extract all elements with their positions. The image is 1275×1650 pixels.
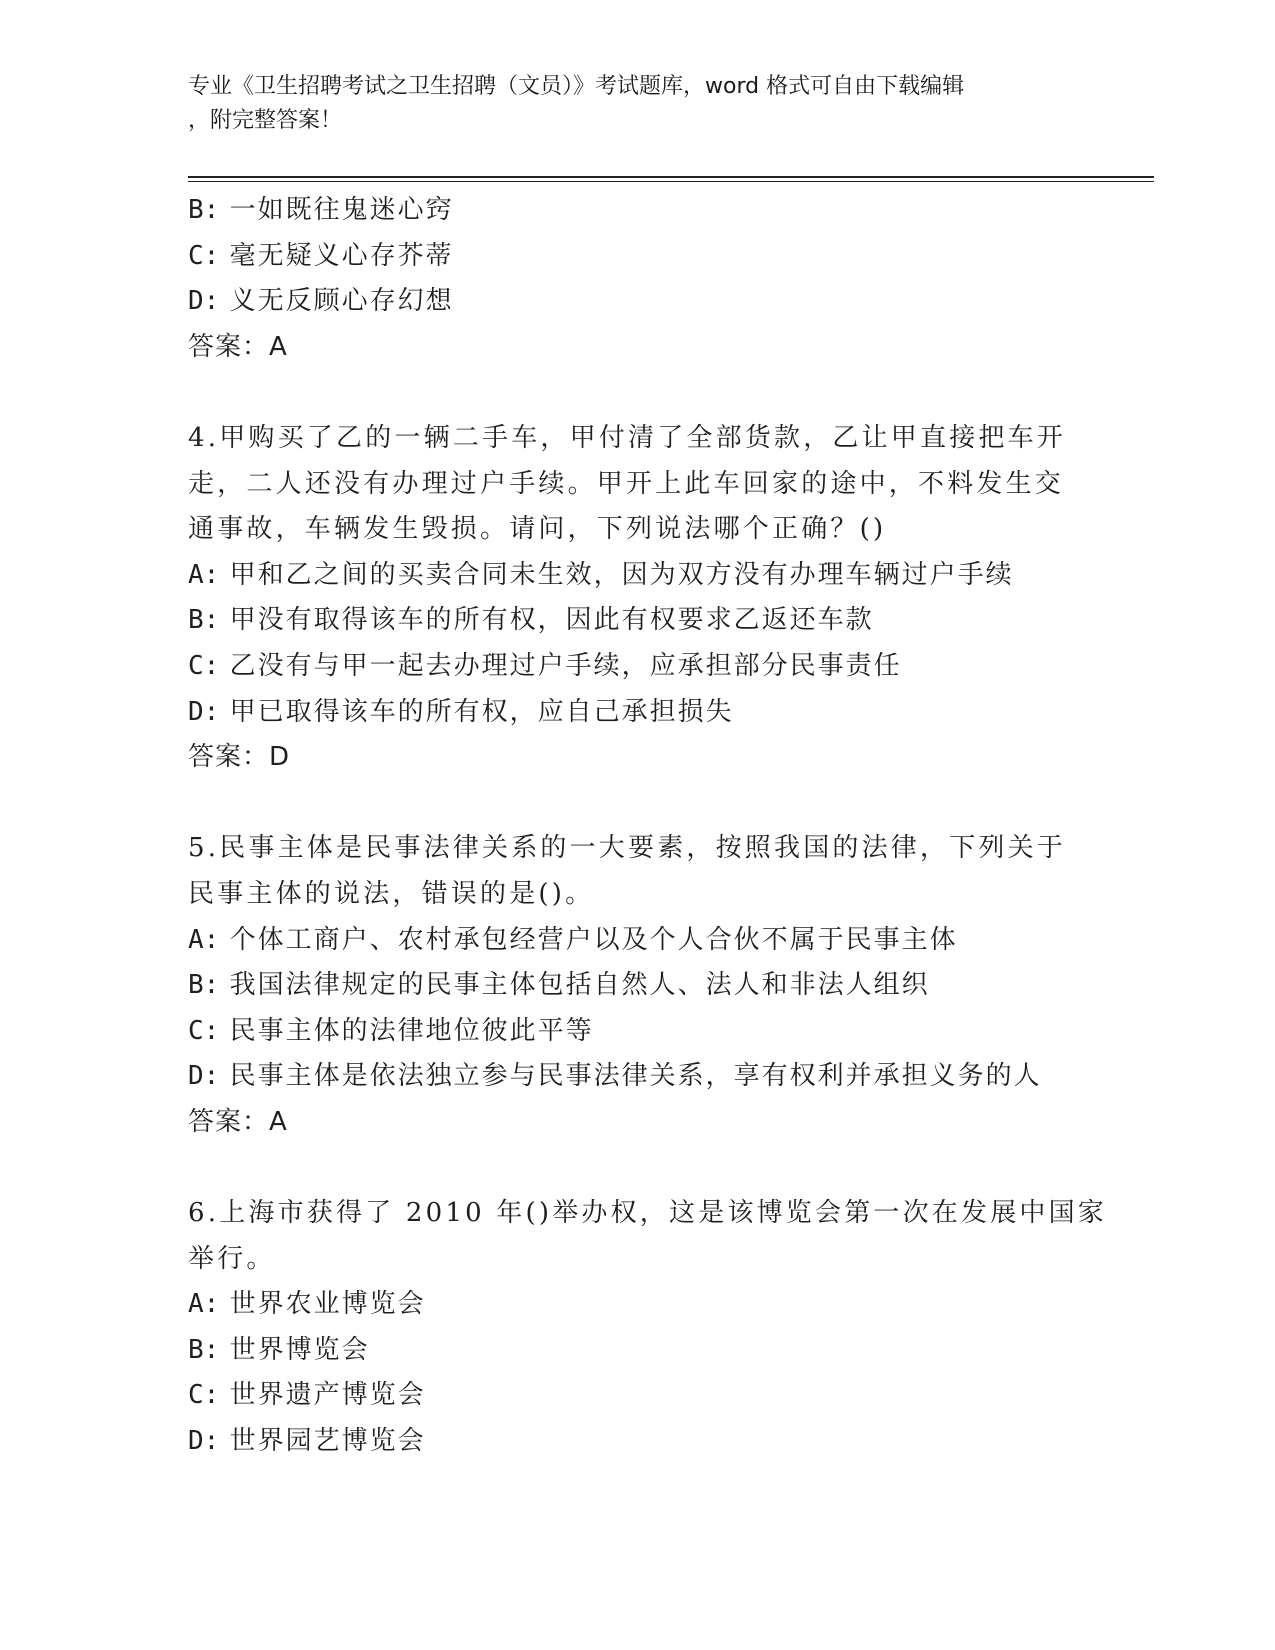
header-line-1: 专业《卫生招聘考试之卫生招聘（文员）》考试题库，word 格式可自由下载编辑 [188, 74, 965, 99]
option-d: D: 义无反顾心存幻想 [188, 286, 454, 317]
question-stem: 4.甲购买了乙的一辆二手车，甲付清了全部货款，乙让甲直接把车开 [188, 422, 1067, 453]
question-stem: 民事主体的说法，错误的是()。 [188, 878, 595, 909]
option-a: A: 甲和乙之间的买卖合同未生效，因为双方没有办理车辆过户手续 [188, 559, 1014, 590]
question-stem: 6.上海市获得了 2010 年()举办权，这是该博览会第一次在发展中国家 [188, 1198, 1107, 1229]
spacer [188, 1145, 1148, 1191]
question-list [188, 188, 1148, 1465]
header-divider [188, 176, 1154, 182]
answer-line: 答案：A [188, 331, 288, 362]
option-c: C: 民事主体的法律地位彼此平等 [188, 1015, 594, 1046]
header-line-2: ，附完整答案！ [188, 108, 343, 133]
spacer [188, 781, 1148, 827]
question-5 [188, 826, 1148, 1145]
option-c: C: 世界遗产博览会 [188, 1380, 426, 1411]
option-d: D: 世界园艺博览会 [188, 1426, 426, 1457]
option-b: B: 世界博览会 [188, 1334, 370, 1365]
option-c: C: 乙没有与甲一起去办理过户手续，应承担部分民事责任 [188, 650, 902, 681]
option-c: C: 毫无疑义心存芥蒂 [188, 240, 454, 271]
question-4 [188, 416, 1148, 781]
answer-line: 答案：A [188, 1106, 288, 1137]
question-stem: 走，二人还没有办理过户手续。甲开上此车回家的途中，不料发生交 [188, 468, 1065, 499]
option-d: D: 民事主体是依法独立参与民事法律关系，享有权利并承担义务的人 [188, 1061, 1042, 1092]
option-a: A: 个体工商户、农村承包经营户以及个人合伙不属于民事主体 [188, 924, 958, 955]
option-b: B: 甲没有取得该车的所有权，因此有权要求乙返还车款 [188, 605, 874, 636]
question-stem: 5.民事主体是民事法律关系的一大要素，按照我国的法律，下列关于 [188, 833, 1067, 864]
option-d: D: 甲已取得该车的所有权，应自己承担损失 [188, 696, 734, 727]
option-a: A: 世界农业博览会 [188, 1289, 426, 1320]
document-header [188, 70, 1068, 138]
spacer [188, 370, 1148, 416]
question-6 [188, 1191, 1148, 1465]
option-b: B: 我国法律规定的民事主体包括自然人、法人和非法人组织 [188, 970, 930, 1001]
question-stem: 通事故，车辆发生毁损。请问，下列说法哪个正确？() [188, 514, 887, 545]
question-stem: 举行。 [188, 1243, 276, 1274]
question-3-continued [188, 188, 1148, 370]
answer-line: 答案：D [188, 742, 291, 773]
option-b: B: 一如既往鬼迷心窍 [188, 195, 454, 225]
